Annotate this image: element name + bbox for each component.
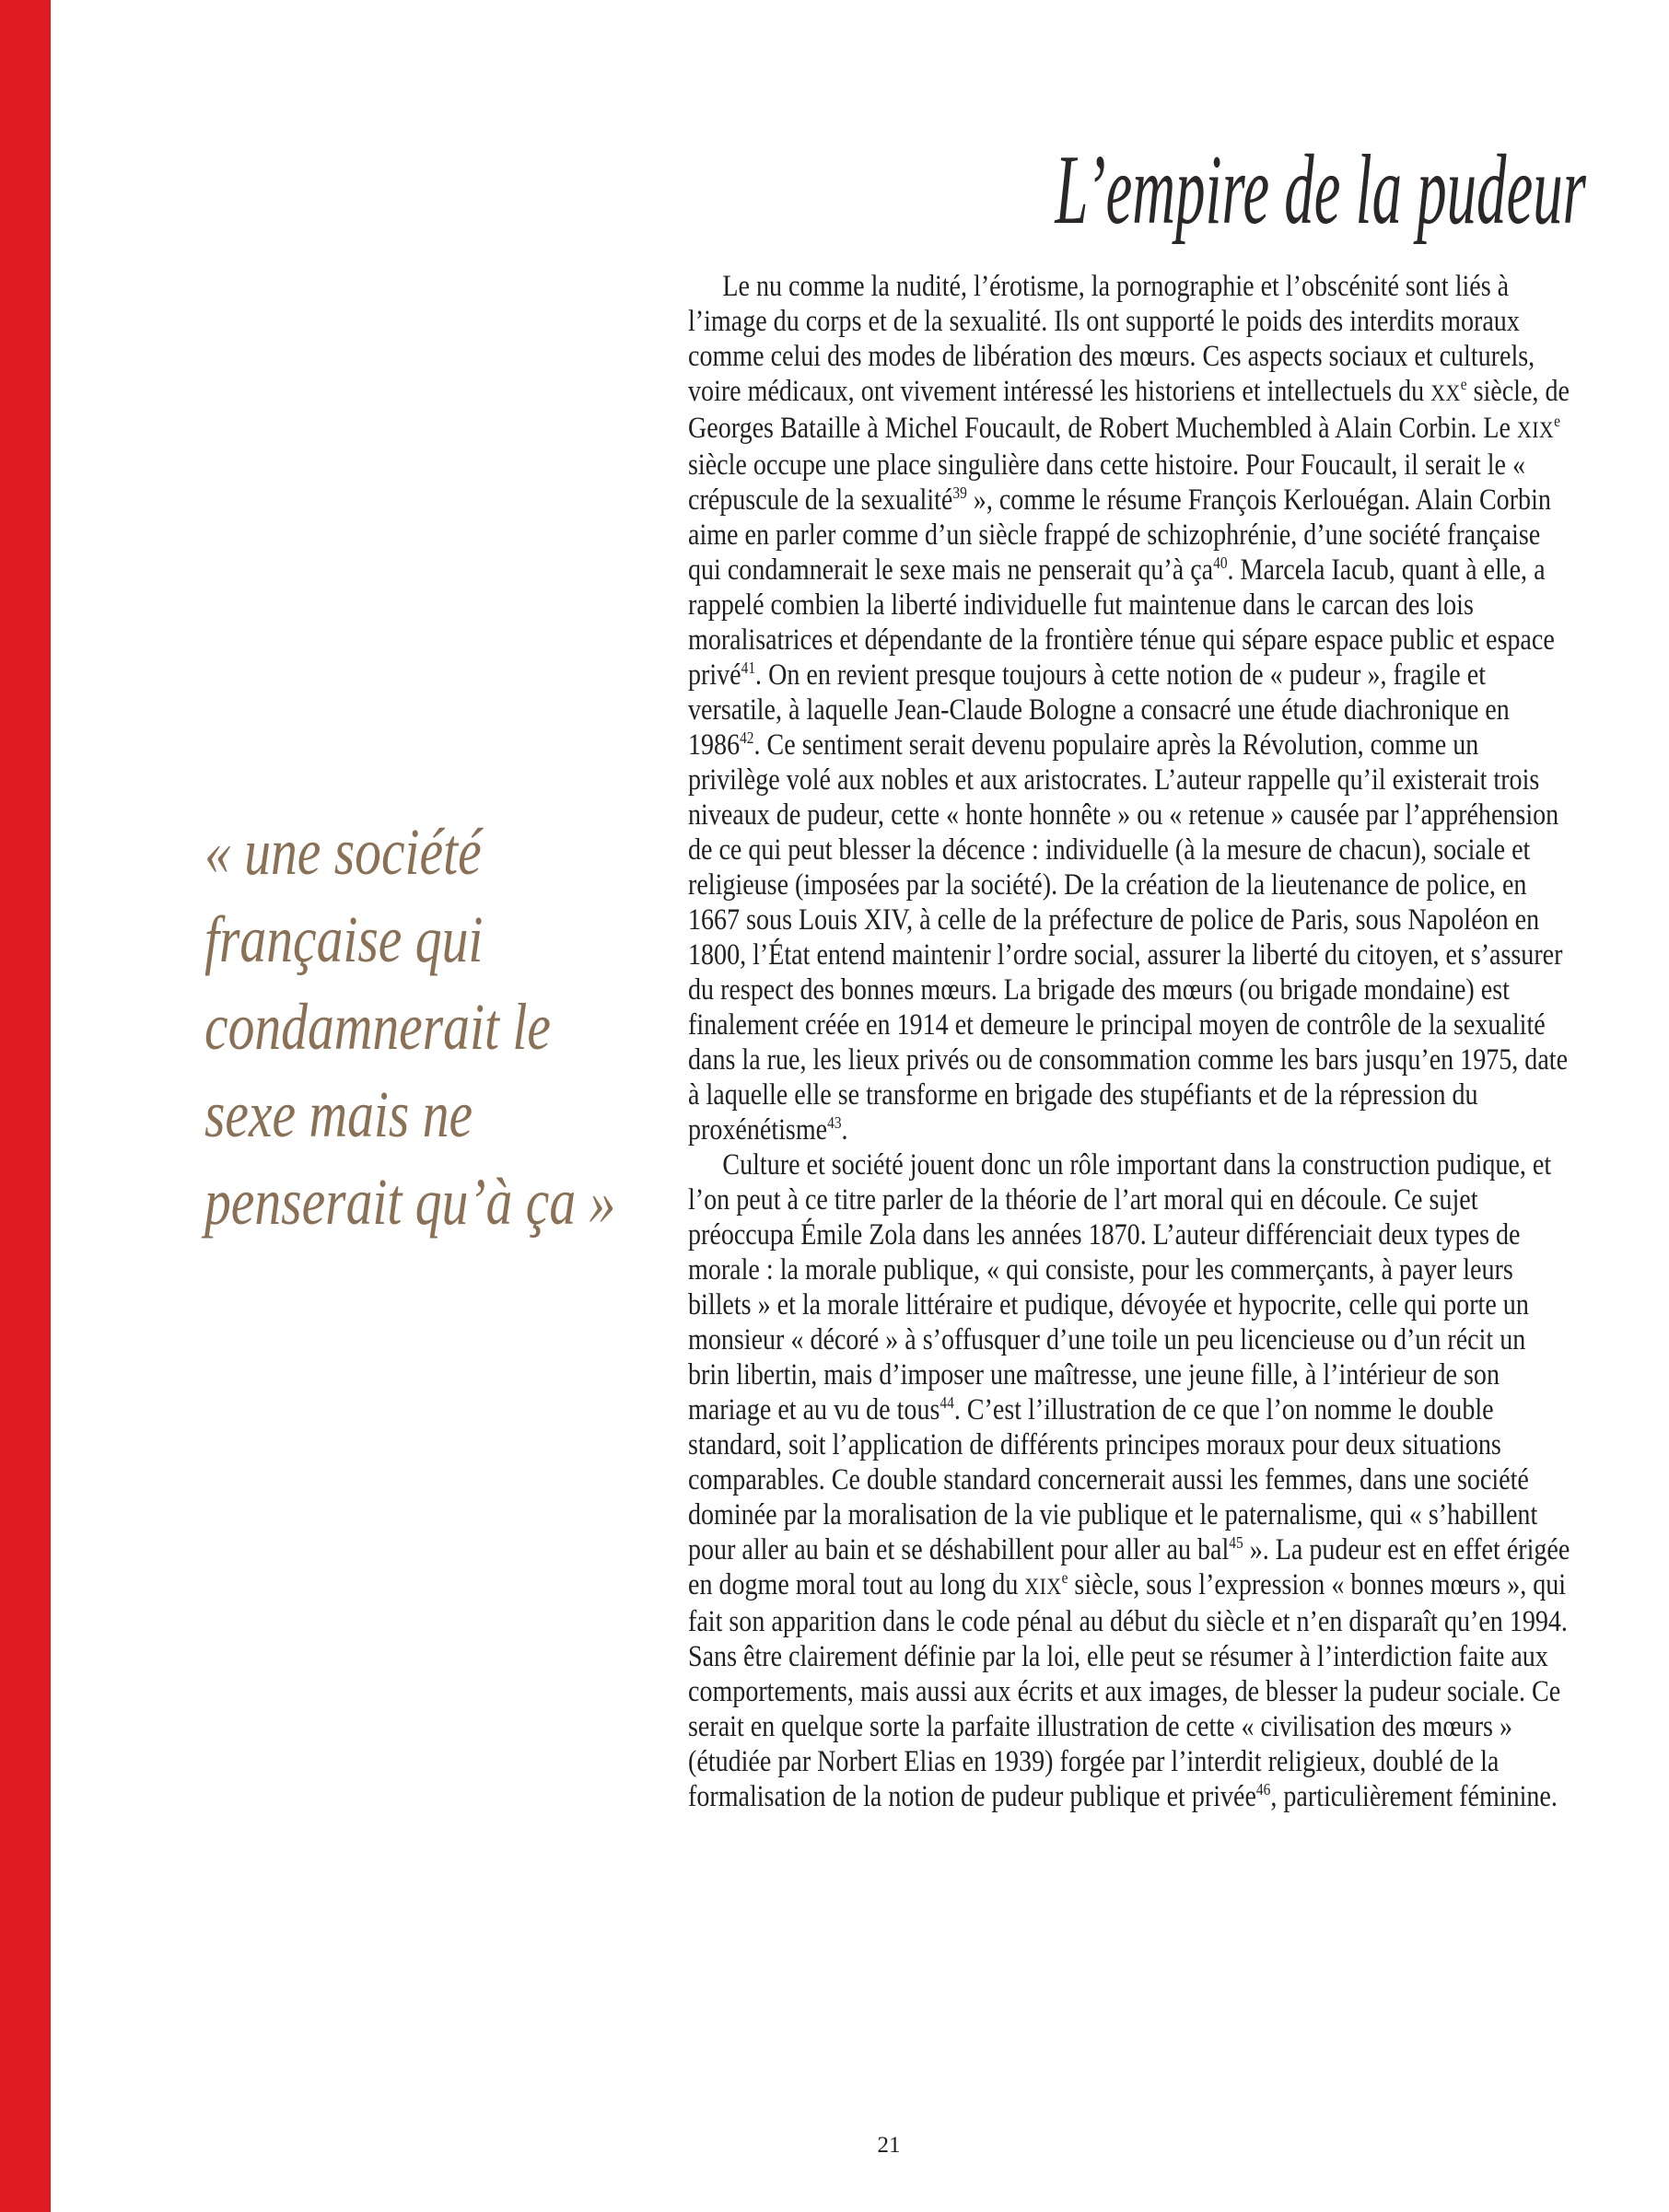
footnote-reference: 43 — [827, 1113, 842, 1132]
footnote-reference: e — [1554, 412, 1561, 430]
paragraph: Culture et société jouent donc un rôle important dans la construction pudique, et l’on peut à ce titre parler de la théorie de l’art moral qui en découle. Ce sujet préoccupa Émile Zola dans les années 1870. L’auteur différenciait deux types de morale : la morale publique, « qui consiste, pour les commerçants, à payer leurs billets » et la morale littéraire et pudique, dévoyée et hypocrite, celle qui porte un monsieur « décoré » à s’offusquer d’une toile un peu licencieuse ou d’un récit un brin libertin, mais d’imposer une maîtresse, une jeune fille, à l’intérieur de son mariage et au vu de tous$^{44}$. C’est l’illustration de ce que l’on nomme le double standard, soit l’application de différents principes moraux pour deux situations comparables. Ce double standard concernerait aussi les femmes, dans une société dominée par la moralisation de la vie publique et le paternalisme, qui « s’habillent pour aller au bain et se déshabillent pour aller au bal$^{45}$ ». La pudeur est en effet érigée en dogme moral tout au long du XIXe siècle, sous l’expression « bonnes mœurs », qui fait son apparition dans le code pénal au début du siècle et n’en disparaît qu’en 1994. Sans être clairement définie par la loi, elle peut se résumer à l’interdiction faite aux comportements, mais aussi aux écrits et aux images, de blesser la pudeur sociale. Ce serait en quelque sorte la parfaite illustration de cette « civilisation des mœurs » (étudiée par Norbert Elias en 1939) forgée par l’interdit religieux, doublé de la formalisation de la notion de pudeur publique et privée$^{46}$, particulièrement féminine. — [688, 1148, 1570, 1813]
pull-quote-line: française qui — [204, 902, 484, 976]
small-caps-numeral: XX — [1430, 379, 1461, 406]
footnote-reference: e — [1460, 375, 1467, 393]
pull-quote-line: penserait qu’à ça » — [204, 1165, 616, 1239]
pull-quote-line: condamnerait le — [204, 990, 551, 1064]
page-number: 21 — [877, 2133, 901, 2158]
footnote-reference: 45 — [1229, 1533, 1243, 1552]
footnote-reference: 42 — [740, 728, 754, 747]
footnote-reference: 40 — [1213, 553, 1228, 572]
footnote-reference: e — [1061, 1568, 1068, 1587]
footnote-reference: 41 — [741, 658, 756, 677]
footnote-reference: 46 — [1255, 1780, 1271, 1799]
pull-quote — [204, 809, 691, 1246]
paragraph: Le nu comme la nudité, l’érotisme, la pornographie et l’obscénité sont liés à l’image du corps et de la sexualité. Ils ont supporté le poids des interdits moraux comme celui des modes de libération des mœurs. Ces aspects sociaux et culturels, voire médicaux, ont vivement intéressé les historiens et intellectuels du XXe siècle, de Georges Bataille à Michel Foucault, de Robert Muchembled à Alain Corbin. Le XIXe siècle occupe une place singulière dans cette histoire. Pour Foucault, il serait le « crépuscule de la sexualité$^{39}$ », comme le résume François Kerlouégan. Alain Corbin aime en parler comme d’un siècle frappé de schizophrénie, d’une société française qui condamnerait le sexe mais ne penserait qu’à $ça^{40}$. Marcela Iacub, quant à elle, a rappelé combien la liberté individuelle fut maintenue dans le carcan des lois moralisatrices et dépendante de la frontière ténue qui sépare espace public et espace privé$^{41}$. On en revient presque toujours à cette notion de « pudeur », fragile et versatile, à laquelle Jean-Claude Bologne a consacré une étude diachronique en 1986$^{42}$. Ce sentiment serait devenu populaire après la Révolution, comme un privilège volé aux nobles et aux aristocrates. L’auteur rappelle qu’il existerait trois niveaux de pudeur, cette « honte honnête » ou « retenue » causée par l’appréhension de ce qui peut blesser la décence : individuelle (à la mesure de chacun), sociale et religieuse (imposées par la société). De la création de la lieutenance de police, en 1667 sous Louis XIV, à celle de la préfecture de police de Paris, sous Napoléon en 1800, l’État entend maintenir l’ordre social, assurer la liberté du citoyen, et s’assurer du respect des bonnes mœurs. La brigade des mœurs (ou brigade mondaine) est finalement créée en 1914 et demeure le principal moyen de contrôle de la sexualité dans la rue, les lieux privés ou de consommation comme les bars jusqu’en 1975, date à laquelle elle se transforme en brigade des stupéfiants et de la répression du proxénétisme$^{43}$. — [688, 270, 1570, 1147]
pull-quote-line: « une société — [204, 815, 482, 889]
body-text — [688, 269, 1570, 1814]
page-title: L’empire de la pudeur — [1055, 135, 1586, 245]
small-caps-numeral: XIX — [1516, 416, 1555, 443]
footnote-reference: 39 — [952, 483, 967, 502]
footnote-reference: 44 — [940, 1393, 954, 1412]
red-accent-bar — [0, 0, 51, 2212]
pull-quote-line: sexe mais ne — [204, 1077, 473, 1151]
small-caps-numeral: XIX — [1024, 1573, 1062, 1600]
